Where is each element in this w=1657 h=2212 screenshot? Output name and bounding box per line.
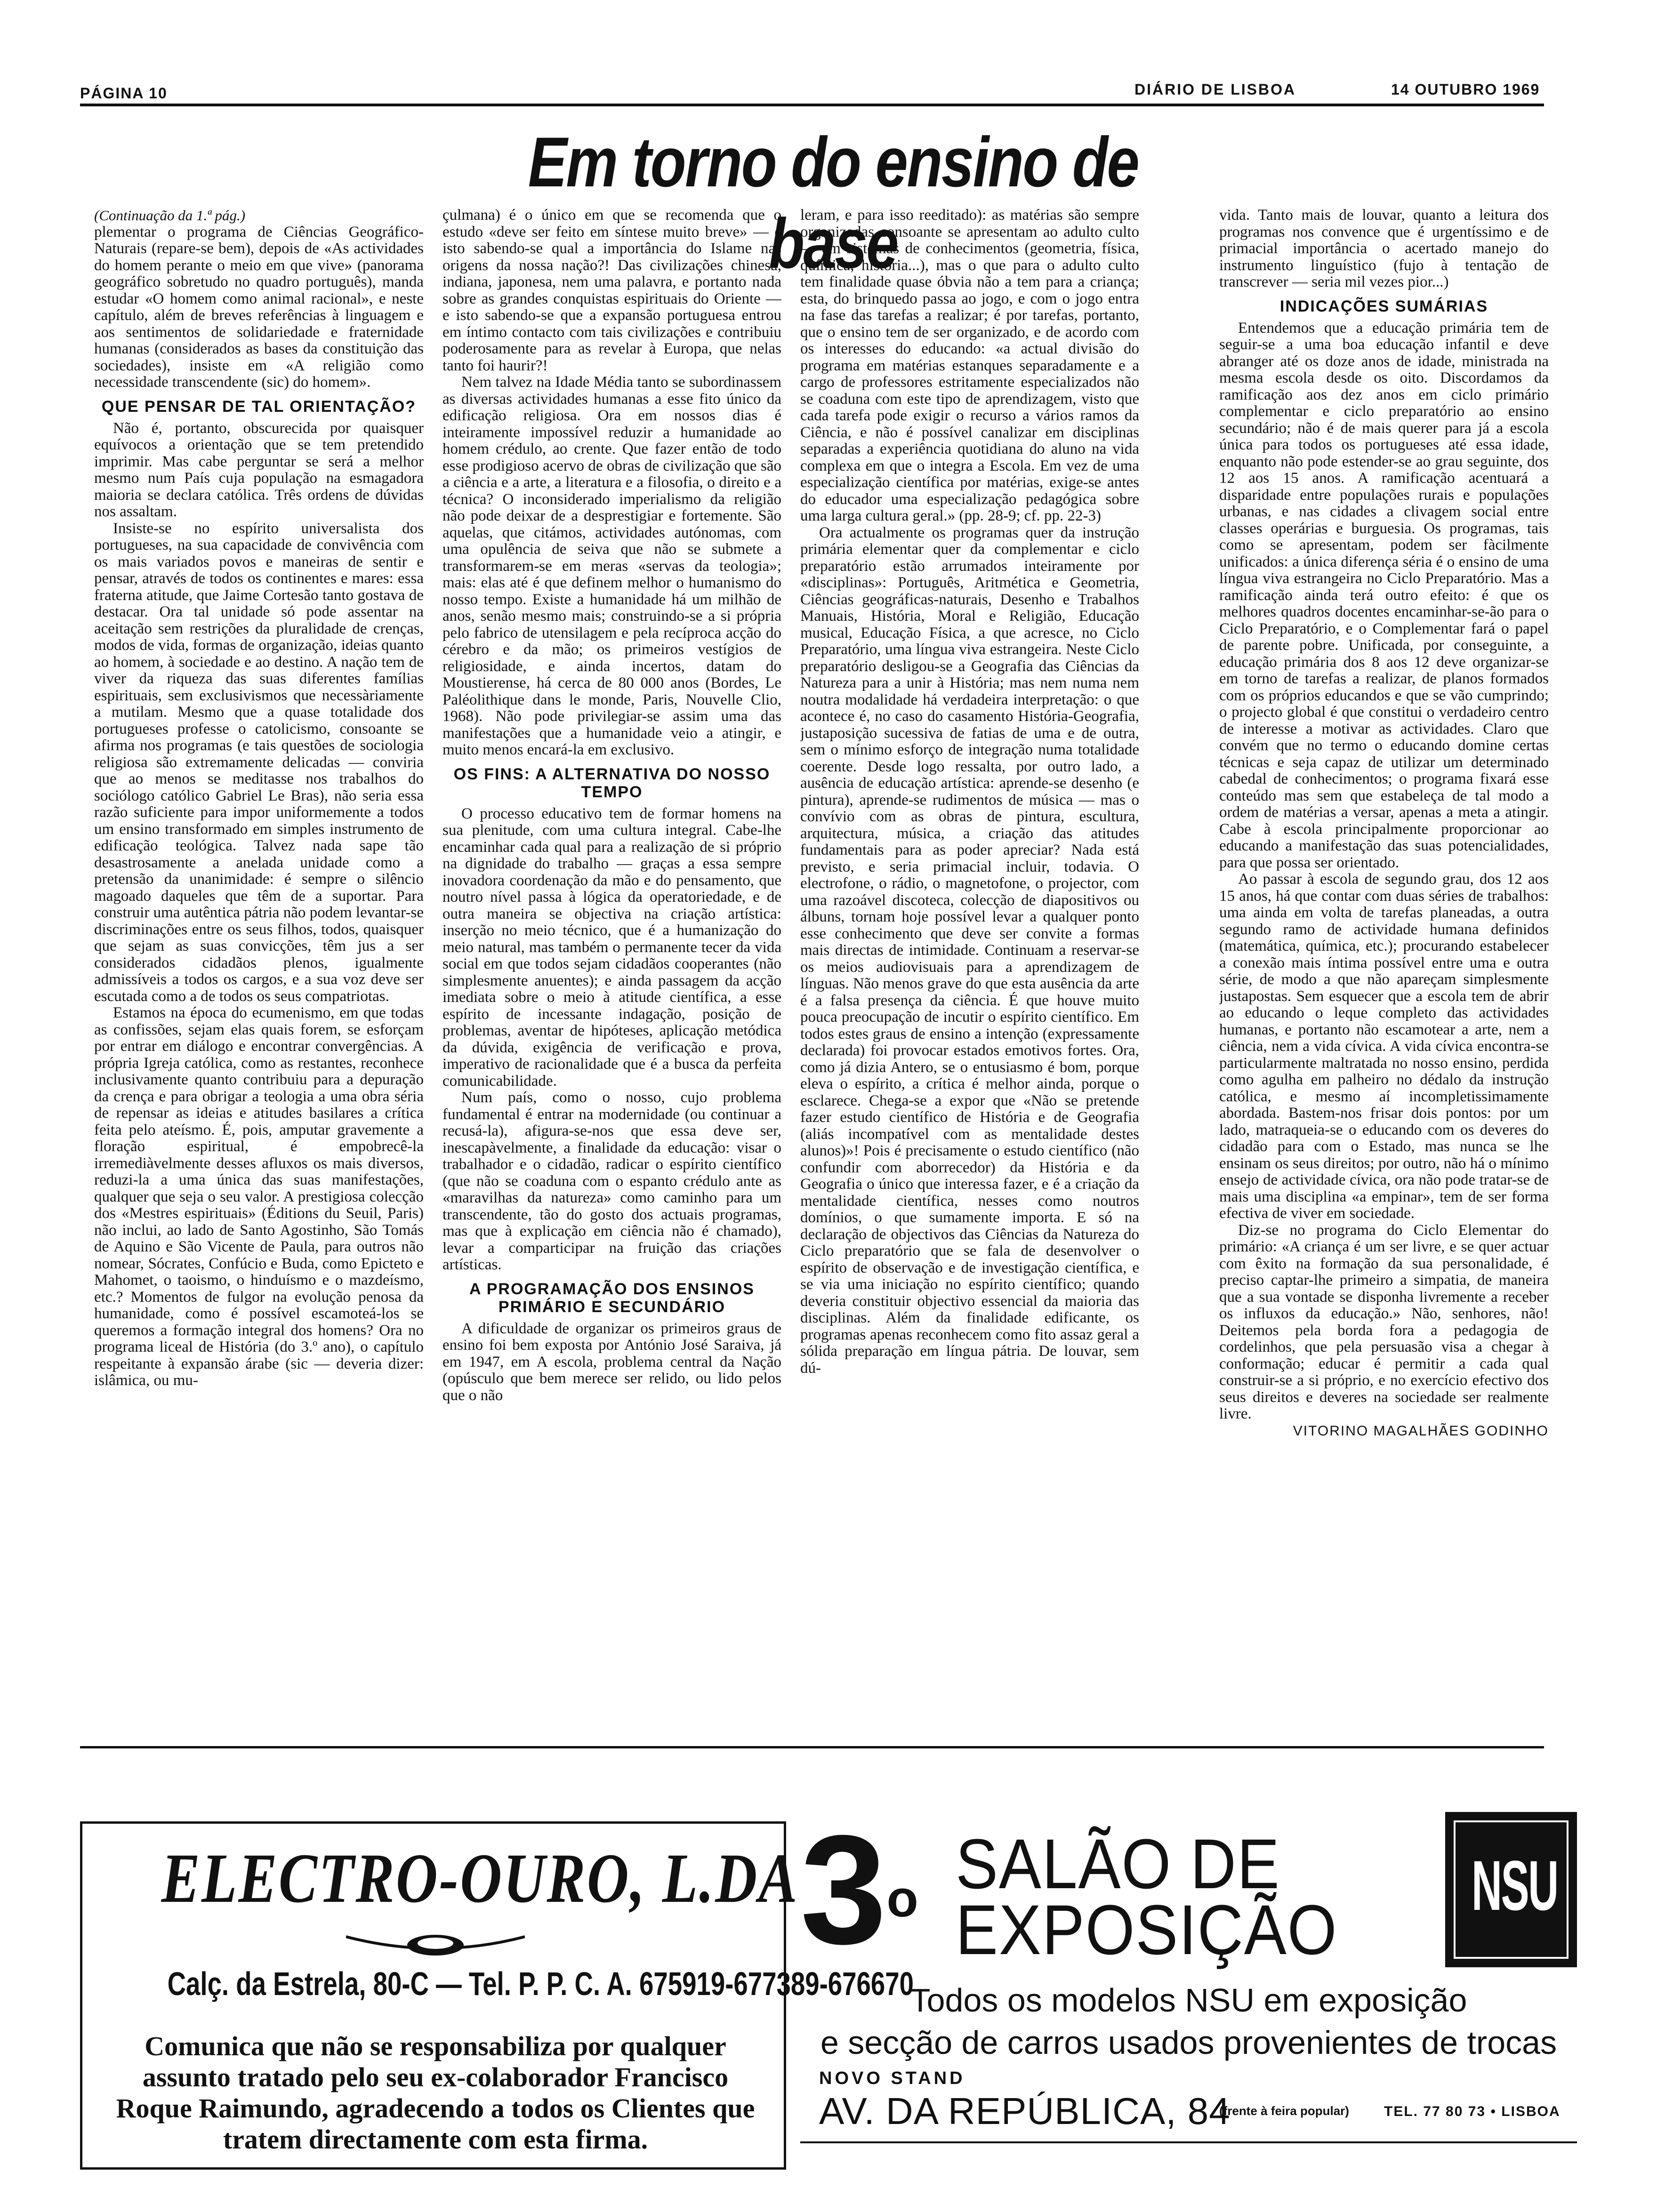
ad-line-2: e secção de carros usados provenientes de trocas — [820, 2024, 1557, 2061]
ornament-icon — [346, 1927, 525, 1960]
paragraph: plementar o programa de Ciências Geográfico-Naturais (repare-se bem), depois de «As actividades do homem perante o meio em que vive» (panorama geográfico sobretudo no quadro português), manda estudar «O homem como animal racional», e neste capítulo, além de breves referências à linguagem e aos sentimentos de solidariedade e fraternidade humanas (considerados as bases da constituição das sociedades), insiste em «A religião como necessidade transcendente (sic) do homem». — [94, 223, 424, 391]
newspaper-name: DIÁRIO DE LISBOA — [1134, 81, 1296, 98]
ad-stand-address: AV. DA REPÚBLICA, 84 — [819, 2090, 1231, 2132]
paragraph: çulmana) é o único em que se recomenda que o estudo «deve ser feito em síntese muito breve» — e isto sabendo-se qual a importância do Islame nas origens da nossa nação?! Das civilizações chinesa, indiana, japonesa, nem uma palavra, e portanto nada sobre as grandes conquistas espirituais do Oriente — e isto sabendo-se que a expansão portuguesa entrou em íntimo contacto com tais civilizações e contribuiu poderosamente para as revelar à Europa, que nelas tanto foi haurir?! — [442, 207, 781, 374]
page-title: Em torno do ensino de base — [528, 122, 1139, 283]
continuation-note: (Continuação da 1.ª pág.) — [94, 207, 246, 224]
paragraph: Estamos na época do ecumenismo, em que todas as confissões, sejam elas quais forem, se esforçam por entrar em diálogo e encontrar convergências. A própria Igreja católica, como as restantes, reconhece inclusivamente quanto contribuiu para a depuração da crença e para obrigar a teologia a uma obra séria de repensar as ideias e atitudes basilares a crítica feita pelo ateísmo. É, pois, amputar gravemente a floração espiritual, é empobrecê-la irremediàvelmente desses afluxos os mais diversos, reduzi-la a uma única das suas manifestações, qualquer que seja o seu valor. A prestigiosa colecção dos «Mestres espirituais» (Éditions du Seuil, Paris) não inclui, ao lado de Santo Agostinho, São Tomás de Aquino e São Vicente de Paula, para outros não nomear, Sócrates, Confúcio e Buda, como Epicteto e Mahomet, o taoismo, o hinduísmo e o mazdeísmo, etc.? Momentos de fulgor na evolução penosa da humanidade, como é possível escamoteá-los se queremos a formação integral dos homens? Ora no programa liceal de História (do 3.º ano), o capítulo respeitante à expansão árabe (sic — deveria dizer: islâmica, ou mu- — [94, 1004, 424, 1389]
ad-title-line-1: SALÃO DE — [956, 1824, 1280, 1903]
ad-phone: TEL. 77 80 73 • LISBOA — [1384, 2104, 1560, 2119]
ad-brand-name: ELECTRO-OURO, L.DA — [161, 1839, 799, 1917]
article-column-3 — [800, 207, 1139, 1704]
nsu-ad — [800, 1803, 1577, 2170]
article-column-2 — [442, 207, 781, 1704]
paragraph: Insiste-se no espírito universalista dos portugueses, na sua capacidade de convivência com os mais variados povos e maneiras de sentir e pensar, através de todos os continentes e mares: essa fraterna atitude, que Jaime Cortesão tanto gostava de destacar. Ora tal unidade só pode assentar na aceitação sem restrições da pluralidade de crenças, modos de vida, formas de organização, ideias quanto ao homem, à sociedade e ao destino. A nação tem de viver da riqueza das suas diferentes famílias espirituais, sem exclusivismos que necessàriamente a mutilam. Mesmo que a quase totalidade dos portugueses professe o catolicismo, consoante se afirma nos programas (e tais questões de sociologia religiosa são extremamente delicadas — conviria que ao menos se meditasse nos trabalhos do sociólogo católico Gabriel Le Bras), não seria essa razão suficiente para impor uniformemente a todos um ensino transformado em simples instrumento de edificação teológica. Talvez nada sape tão desastrosamente a anelada unidade como a pretensão da unanimidade: é sempre o silêncio magoado daqueles que têm de a suportar. Para construir uma autêntica pátria não podem levantar-se discriminações entre os seus filhos, todos, quaisquer que sejam as suas convicções, têm jus a ser considerados cidadãos plenos, igualmente admissíveis a todos os cargos, e a sua voz deve ser escutada como a de todos os seus compatriotas. — [94, 520, 424, 1005]
header-rule — [80, 104, 1544, 106]
article-column-1 — [94, 207, 424, 1704]
page-number: PÁGINA 10 — [80, 85, 168, 102]
paragraph: Entendemos que a educação primária tem de seguir-se a uma boa educação infantil e deve abranger até os doze anos de idade, ministrada na mesma escola desde os oito. Discordamos da ramificação aos dez anos em ciclo primário complementar e ciclo preparatório ao ensino secundário; não é de mais querer para já a escola única para todos os portugueses até essa idade, enquanto não pode estender-se ao grau seguinte, dos 12 aos 15 anos. A ramificação acentuará a disparidade entre populações rurais e populações urbanas, e nas cidades a clivagem social entre classes operárias e burguesia. Os programas, tais como se apresentam, podem ser fàcilmente unificados: a única diferença séria é o ensino de uma língua viva estrangeira no Ciclo Preparatório. Mas a ramificação ainda terá outro efeito: é que os melhores quadros docentes encaminhar-se-ão para o Ciclo Preparatório, e o Complementar fará o papel de parente pobre. Unificada, por conseguinte, a educação primária dos 8 aos 12 deve organizar-se em torno de tarefas a realizar, de planos formados com os próprios educandos e que se vão cumprindo; o projecto global é que constitui o verdadeiro centro de interesse a motivar as actividades. Claro que convém que no termo o educando domine certas técnicas e seja capaz de utilizar um determinado cabedal de conhecimentos; o programa fixará esse conteúdo mas sem que estabeleça de tal modo a ordem de matérias a versar, apenas a meta a atingir. Cabe à escola principalmente proporcionar ao educando a manifestação das suas potencialidades, para que possa ser orientado. — [1219, 319, 1549, 871]
paragraph: O processo educativo tem de formar homens na sua plenitude, com uma cultura integral. Cabe-lhe encaminhar cada qual para a realização de si próprio na dignidade do trabalho — graças a essa sempre inovadora coordenação da mão e do pensamento, que noutro nível passa à lógica da operatoriedade, e de outra maneira se objectiva na criação artística: inserção no meio técnico, que é a humanização do meio natural, mas também o permanente tecer da vida social em que todos sejam cidadãos cooperantes (não simplesmente anuentes); e ainda passagem da acção imediata sobre o meio à atitude científica, a esse espírito de incessante indagação, posição de problemas, aventar de hipóteses, aplicação metódica da dúvida, exigência de verificação e prova, imperativo de racionalidade que é a busca da perfeita comunicabilidade. — [442, 805, 781, 1090]
paragraph: Diz-se no programa do Ciclo Elementar do primário: «A criança é um ser livre, e se quer actuar com êxito na formação da sua personalidade, é preciso captar-lhe primeiro a simpatia, de maneira que a sua vontade se disponha livremente a receber os influxos da educação.» Não, senhores, não! Deitemos pela borda fora a pedagogia de cordelinhos, que pela persuasão visa a chegar à conformação; educar é permitir a cada qual construir-se a si próprio, e no exercício efectivo dos seus direitos e deveres na sociedade ser realmente livre. — [1219, 1221, 1549, 1422]
ads-divider — [80, 1746, 1544, 1748]
issue-date: 14 OUTUBRO 1969 — [1391, 81, 1540, 98]
paragraph: Ao passar à escola de segundo grau, dos 12 aos 15 anos, há que contar com duas séries de trabalhos: uma ainda em volta de tarefas planeadas, a outra segundo ramo de actividade humana definidos (matemática, química, etc.); procurando estabelecer a conexão mais íntima possível entre uma e outra série, de modo a que não apareçam simplesmente justapostas. Sem esquecer que a escola tem de abrir ao educando o leque completo das actividades humanas, e portanto não escamotear a arte, nem a ciência, nem a vida cívica. A vida cívica encontra-se particularmente maltratada no nosso ensino, perdida como agulha em palheiro no dédalo da instrução católica, e mesmo aí incompletissimamente abordada. Bastem-nos frisar dois pontos: por um lado, matraqueia-se o educando com os deveres do cidadão para com o Estado, mas nunca se lhe ensinam os seus direitos; por outro, não há o mínimo ensejo de actividade cívica, ora não pode tratar-se de mais uma disciplina «a empinar», tem de ser forma efectiva de viver em sociedade. — [1219, 871, 1549, 1222]
nsu-logo: NSU — [1445, 1812, 1577, 1967]
paragraph: vida. Tanto mais de louvar, quanto a leitura dos programas nos convence que é urgentíssimo e de primacial importância o acertado manejo do instrumento linguístico (fujo à tentação de transcrever — seria mil vezes pior...) — [1219, 207, 1549, 290]
paragraph: leram, e para isso reeditado): as matérias são sempre organizadas consoante se apresentam ao adulto culto — em sistemas de conhecimentos (geometria, física, química, história...), mas o que para o adulto culto tem finalidade quase óbvia não a tem para a criança; esta, do brinquedo passa ao jogo, e com o jogo entra na fase das tarefas a realizar; é por tarefas, portanto, que o ensino tem de ser organizado, e de acordo com os interesses do educando: «a actual divisão do programa em matérias estanques separadamente e a cargo de professores estritamente especializados não se coaduna com este tipo de aprendizagem, visto que cada tarefa pode exigir o recurso a vários ramos da Ciência, e não é possível canalizar em disciplinas separadas a experiência quotidiana do aluno na vida complexa em que o integra a Escola. Em vez de uma especialização científica por matérias, exige-se antes do educador uma especialização pedagógica sobre uma larga cultura geral.» (pp. 28-9; cf. pp. 22-3) — [800, 207, 1139, 524]
ad-landmark: (frente à feira popular) — [1219, 2104, 1349, 2118]
ad-edition-number: 3$^o$ — [800, 1803, 918, 1976]
ad-title — [956, 1824, 1338, 1969]
section-heading: OS FINS: A ALTERNATIVA DO NOSSO TEMPO — [453, 765, 771, 801]
section-heading: QUE PENSAR DE TAL ORIENTAÇÃO? — [101, 397, 417, 416]
ad-novo-stand: NOVO STAND — [819, 2068, 965, 2088]
paragraph: Nem talvez na Idade Média tanto se subordinassem as diversas actividades humanas a esse fito único da edificação religiosa. Ora em nossos dias é inteiramente impossível reduzir a humanidade ao homem crédulo, ao crente. Que fazer então de todo esse prodigioso acervo de obras de civilização que são a ciência e a arte, a literatura e a filosofia, o direito e a técnica? O inconsiderado imperialismo da religião não pode deixar de a desprestigiar e fortemente. São aquelas, que citámos, actividades autónomas, com uma opulência de seiva que não se submete a transformarem-se em meras «servas da teologia»; mais: elas até é que definem melhor o humanismo do nosso tempo. Existe a humanidade há um milhão de anos, senão mesmo mais; construindo-se a si própria pelo fabrico de utensilagem e pela recíproca acção do cérebro e da mão; os primeiros vestígios de religiosidade, e ainda incertos, datam do Moustierense, há cerca de 80 000 anos (Bordes, Le Paléolithique dans le monde, Paris, Nouvelle Clio, 1968). Não pode privilegiar-se assim uma das manifestações que a humanidade veio a atingir, e muito menos encará-la em exclusivo. — [442, 374, 781, 758]
ad-rule — [800, 2141, 1577, 2143]
ad-title-line-2: EXPOSIÇÃO — [956, 1890, 1338, 1969]
paragraph: Ora actualmente os programas quer da instrução primária elementar quer da complementar e ciclo preparatório estão arrumados inteiramente por «disciplinas»: Português, Aritmética e Geometria, Ciências geográficas-naturais, Desenho e Trabalhos Manuais, História, Moral e Religião, Educação musical, Educação Física, a que acresce, no Ciclo Preparatório, uma língua viva estrangeira. Neste Ciclo preparatório desligou-se a Geografia das Ciências da Natureza para a unir à História; mas nem numa nem noutra modalidade há verdadeira interpretação: o que acontece é, no caso do casamento História-Geografia, justaposição sucessiva de fatias de uma e de outra, sem o mínimo esforço de integração numa totalidade coerente. Desde logo ressalta, por outro lado, a ausência de educação artística: aprende-se desenho (e pintura), aprende-se rudimentos de música — mas o convívio com as obras de pintura, escultura, arquitectura, música, a criação das atitudes fundamentais para as poder apreciar? Nada está previsto, e seria primacial incluir, todavia. O electrofone, o rádio, o magnetofone, o projector, com uma razoável discoteca, colecção de diapositivos ou álbuns, tornam hoje possível levar a qualquer ponto esse conhecimento que deve ser convite a formas mais directas de intimidade. Continuam a reservar-se os meios audiovisuais para a aprendizagem de línguas. Não menos grave do que esta ausência da arte é a falsa presença da ciência. É que houve muito pouca preocupação de incutir o espírito científico. Em todos estes graus de ensino a intenção (expressamente declarada) foi provocar estados emotivos fortes. Ora, como já dizia Antero, se o entusiasmo é bom, porque eleva o espírito, a crítica é melhor ainda, porque o esclarece. Chega-se a expor que «Não se pretende fazer estudo científico de História e de Geografia (aliás incompatível com as mentalidade destes alunos)»! Pois é precisamente o estudo científico (não confundir com aborrecedor) da História e da Geografia o único que interessa fazer, e é a criação da mentalidade científica, nesses como noutros domínios, o que sumamente importa. E só na declaração de objectivos das Ciências da Natureza do Ciclo preparatório que se fala de desenvolver o espírito de observação e de investigação científica, e se via uma iniciação no espírito científico; quando deveria constituir objectivo essencial da maioria das disciplinas. Além da finalidade edificante, os programas apenas reconhecem como fito assaz geral a sólida preparação em língua pátria. De louvar, sem dú- — [800, 524, 1139, 1377]
section-heading: INDICAÇÕES SUMÁRIAS — [1279, 297, 1488, 315]
ad-line-1: Todos os modelos NSU em exposição — [910, 1982, 1467, 2019]
paragraph: A dificuldade de organizar os primeiros graus de ensino foi bem exposta por António José Saraiva, já em 1947, em A escola, problema central da Nação (opúsculo que bem merece ser relido, ou lido pelos que o não — [442, 1320, 781, 1404]
author-byline: VITORINO MAGALHÃES GODINHO — [1293, 1423, 1549, 1439]
section-heading: A PROGRAMAÇÃO DOS ENSINOS PRIMÁRIO E SECUNDÁRIO — [469, 1280, 755, 1316]
ad-notice: Comunica que não se responsabiliza por qualquer assunto tratado pelo seu ex-colaborador Francisco Roque Raimundo, agradecendo a todos os Clientes que tratem directamente com esta firma. — [116, 2031, 755, 2155]
ad-address: Calç. da Estrela, 80-C — Tel. P. P. C. A. 675919-677389-676670 — [167, 1965, 914, 2002]
article-column-4 — [1219, 207, 1549, 1704]
paragraph: Num país, como o nosso, cujo problema fundamental é entrar na modernidade (ou continuar a recusá-la), afigura-se-nos que essa deve ser, inescapàvelmente, a finalidade da educação: visar o trabalhador e o cidadão, radicar o espírito científico (que não se coaduna com o espanto crédulo ante as «maravilhas da natureza» como caminho para um transcendente, tão do gosto dos actuais programas, mas que à explicação em ciência não é chamado), levar a comparticipar na fruição das criações artísticas. — [442, 1089, 781, 1273]
paragraph: Não é, portanto, obscurecida por quaisquer equívocos a orientação que se tem pretendido imprimir. Mas cabe perguntar se será a melhor mesmo num País cuja população na esmagadora maioria se declara católica. Três ordens de dúvidas nos assaltam. — [94, 419, 424, 520]
